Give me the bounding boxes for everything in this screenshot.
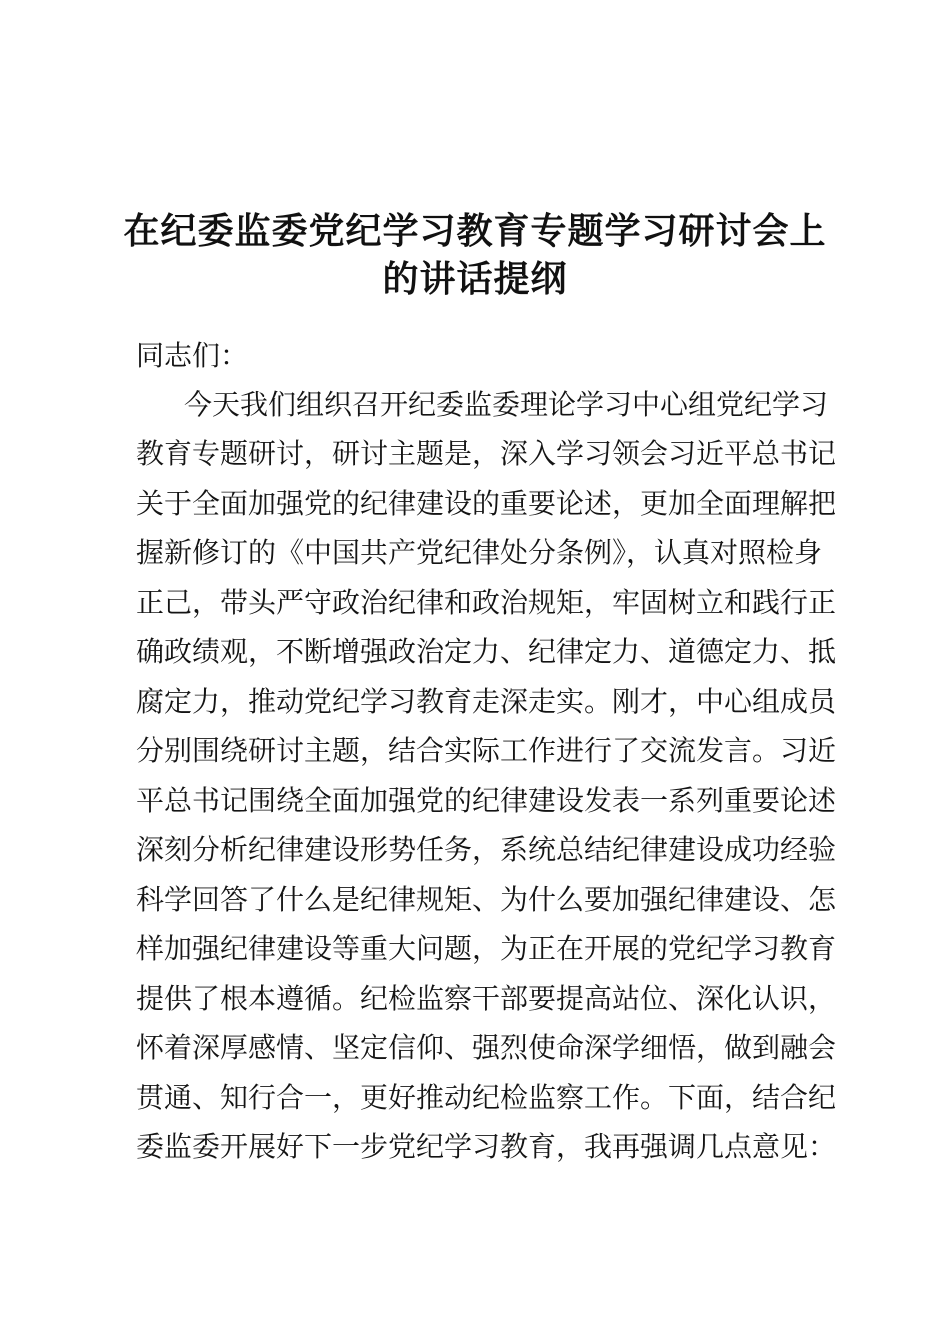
body-line: 教育专题研讨，研讨主题是，深入学习领会习近平总书记 [136,437,837,470]
body-line: 科学回答了什么是纪律规矩、为什么要加强纪律建设、怎 [136,883,837,916]
body-line: 腐定力，推动党纪学习教育走深走实。刚才，中心组成员 [136,685,837,718]
body-line: 提供了根本遵循。纪检监察干部要提高站位、深化认识， [136,982,837,1015]
body-line: 分别围绕研讨主题，结合实际工作进行了交流发言。习近 [136,734,837,767]
body-line: 平总书记围绕全面加强党的纪律建设发表一系列重要论述 [136,784,837,817]
body-line: 今天我们组织召开纪委监委理论学习中心组党纪学习 [184,388,829,421]
body-line: 深刻分析纪律建设形势任务，系统总结纪律建设成功经验 [136,833,837,866]
body-line: 关于全面加强党的纪律建设的重要论述，更加全面理解把 [136,487,837,520]
document-title-line-1: 在纪委监委党纪学习教育专题学习研讨会上 [123,211,827,252]
body-line: 确政绩观，不断增强政治定力、纪律定力、道德定力、抵 [136,635,837,668]
body-line: 怀着深厚感情、坚定信仰、强烈使命深学细悟，做到融会 [136,1031,837,1064]
body-line: 样加强纪律建设等重大问题，为正在开展的党纪学习教育 [136,932,837,965]
salutation: 同志们： [136,339,249,372]
body-line: 正己，带头严守政治纪律和政治规矩，牢固树立和践行正 [136,586,837,619]
body-line: 握新修订的《中国共产党纪律处分条例》，认真对照检身 [136,536,823,569]
body-line: 贯通、知行合一，更好推动纪检监察工作。下面，结合纪 [136,1081,837,1114]
document-title-line-2: 的讲话提纲 [382,259,568,300]
body-line: 委监委开展好下一步党纪学习教育，我再强调几点意见： [136,1130,837,1163]
